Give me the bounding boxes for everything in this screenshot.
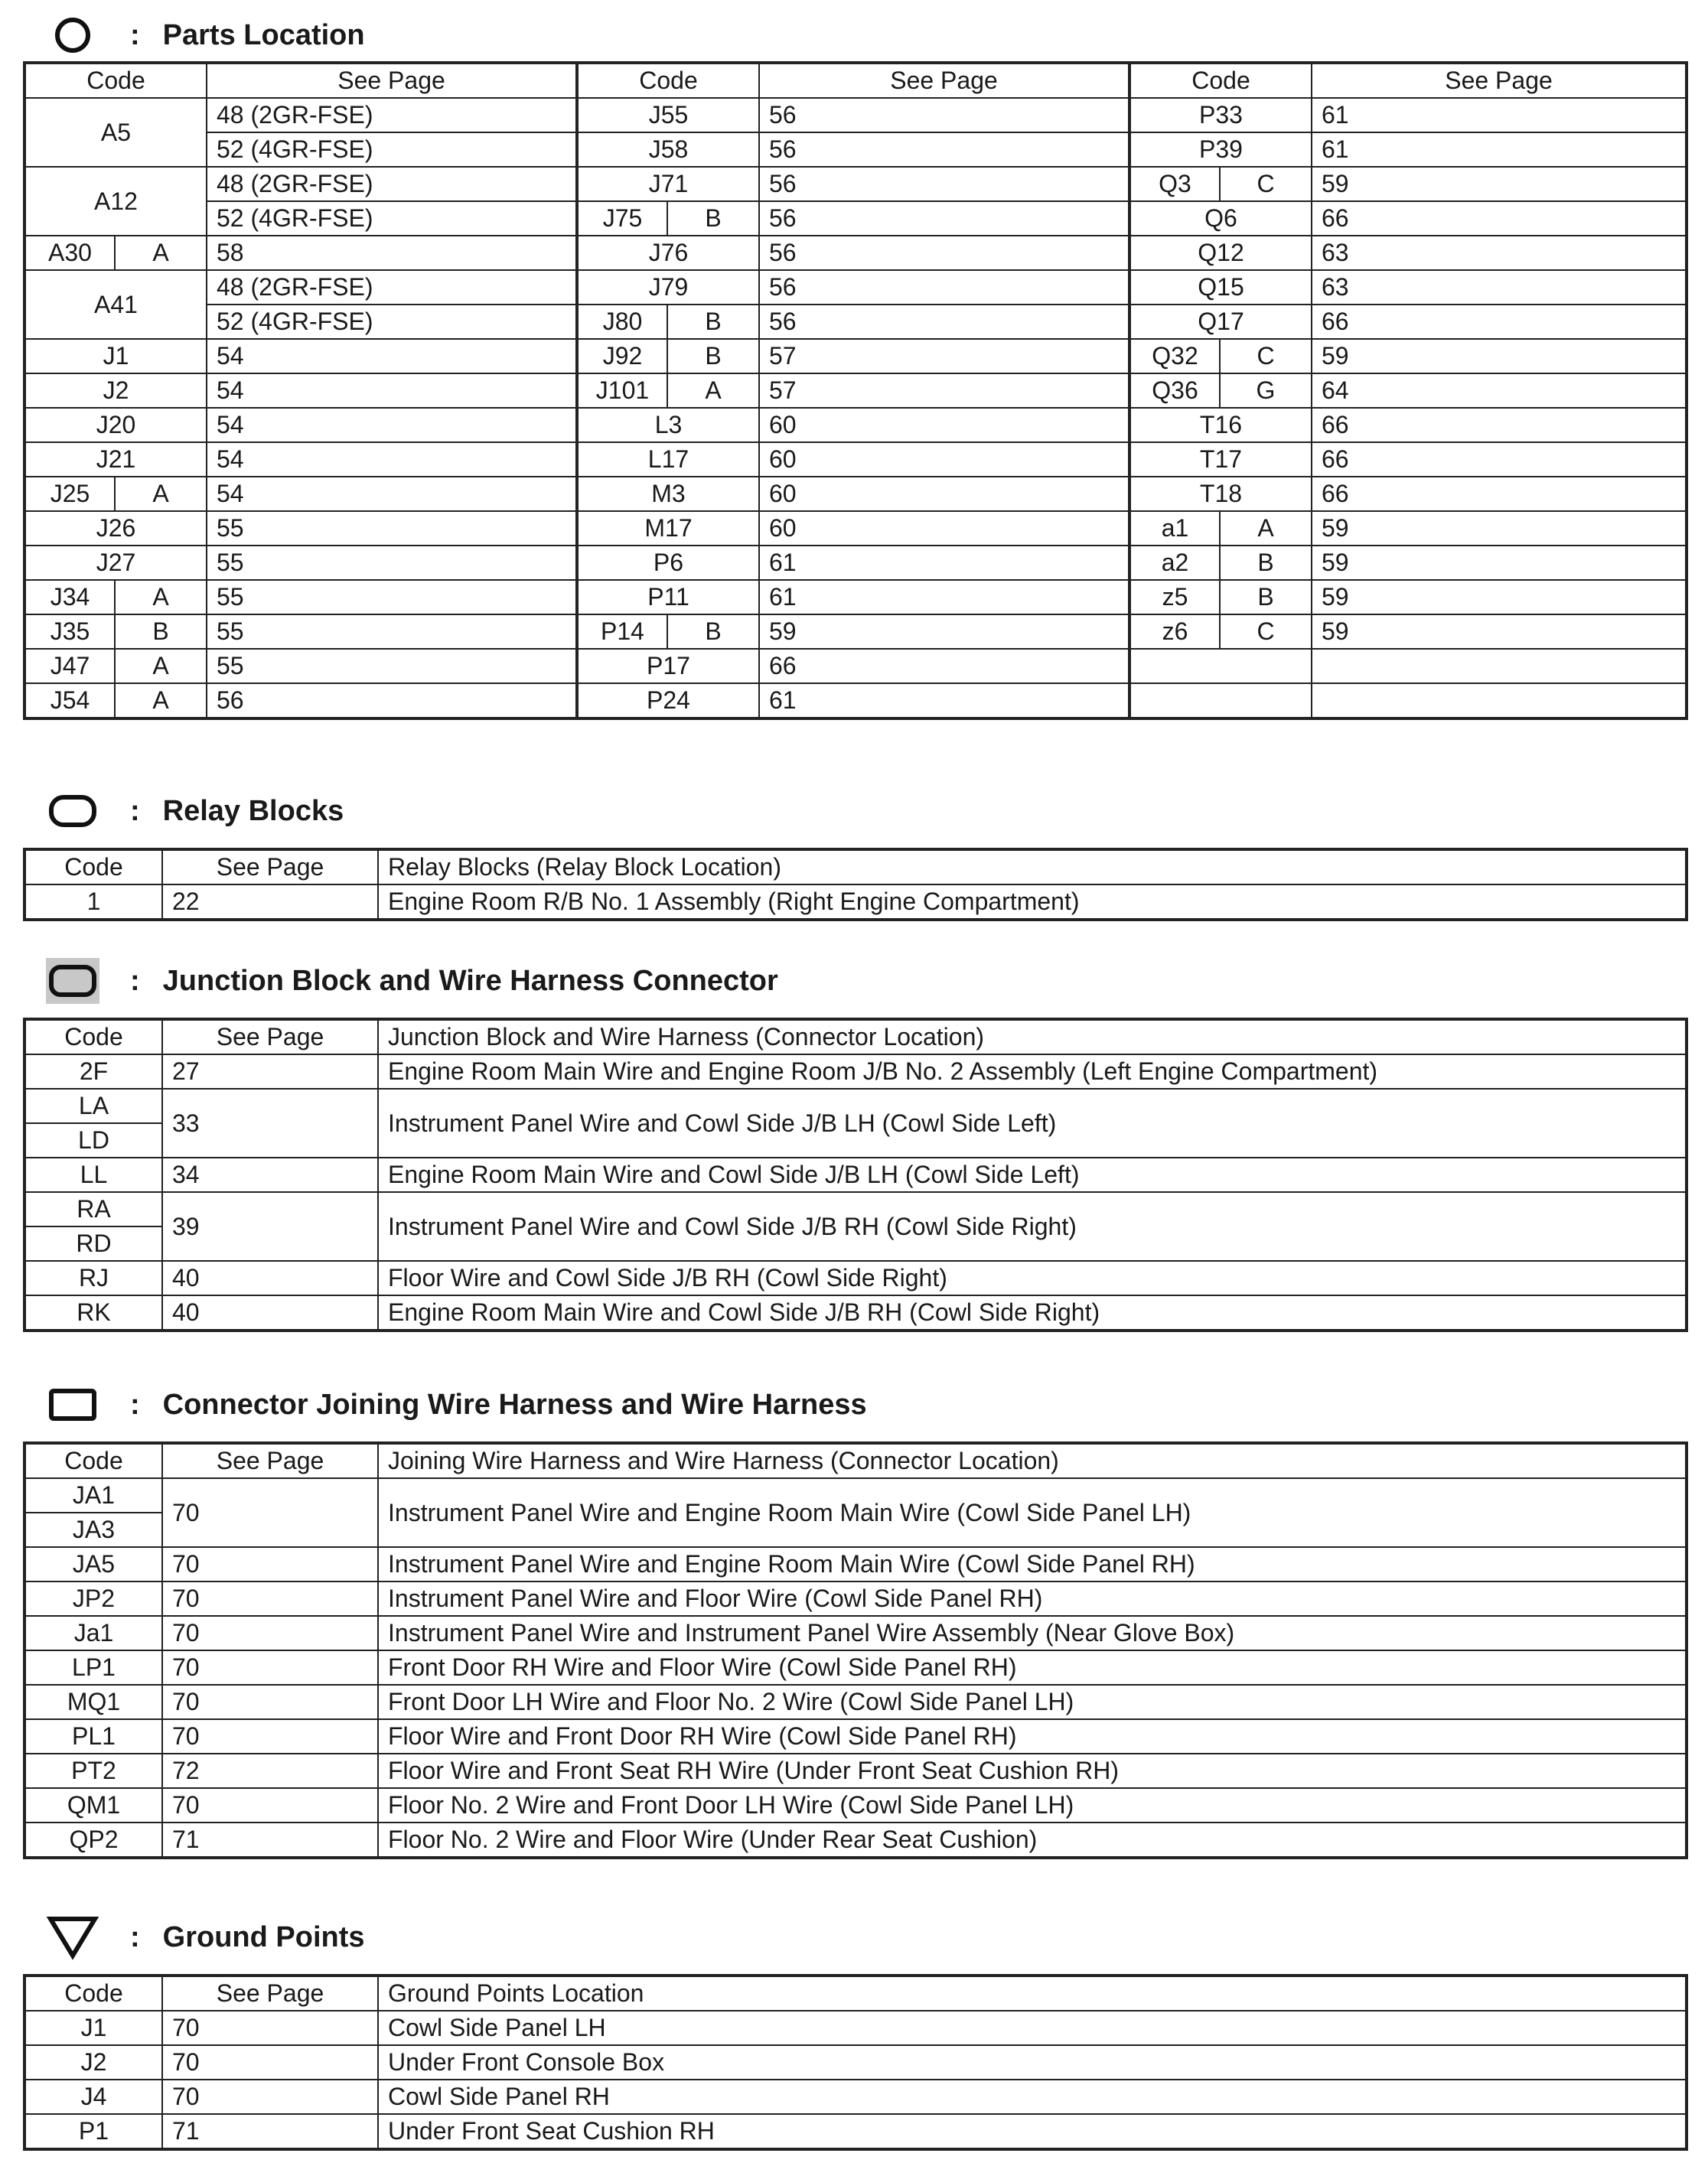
code-cell: Q6 xyxy=(1129,201,1312,236)
see-page-cell: 55 xyxy=(207,580,577,614)
table-row xyxy=(24,1719,1687,1754)
code-cell: J25 xyxy=(24,477,115,511)
code-suffix-cell: B xyxy=(667,339,759,373)
ground-points-table xyxy=(23,1974,1688,2151)
see-page-cell: 61 xyxy=(759,580,1129,614)
code-suffix-cell: A xyxy=(115,477,207,511)
see-page-cell: 59 xyxy=(1312,580,1687,614)
code-cell: J34 xyxy=(24,580,115,614)
table-row xyxy=(24,1295,1687,1331)
code-cell: A5 xyxy=(24,98,207,167)
table-row xyxy=(24,649,1687,683)
see-page-cell: 70 xyxy=(162,2080,378,2114)
see-page-cell: 56 xyxy=(759,201,1129,236)
see-page-cell: 60 xyxy=(759,511,1129,546)
code-suffix-cell: B xyxy=(667,305,759,339)
code-cell: Ja1 xyxy=(24,1616,162,1650)
see-page-cell: 57 xyxy=(759,339,1129,373)
location-cell: Cowl Side Panel LH xyxy=(378,2011,1687,2045)
see-page-cell: 56 xyxy=(759,98,1129,132)
column-header-location: Relay Blocks (Relay Block Location) xyxy=(378,849,1687,884)
see-page-cell: 56 xyxy=(759,236,1129,270)
code-cell: J26 xyxy=(24,511,207,546)
table-row xyxy=(24,236,1687,270)
colon: : xyxy=(130,794,140,827)
column-header-location: Joining Wire Harness and Wire Harness (Connector Location) xyxy=(378,1443,1687,1478)
code-suffix-cell: G xyxy=(1220,373,1312,408)
see-page-cell: 54 xyxy=(207,477,577,511)
code-cell: J21 xyxy=(24,442,207,477)
code-cell: T17 xyxy=(1129,442,1312,477)
section-title: Junction Block and Wire Harness Connector xyxy=(162,964,778,997)
see-page-cell: 70 xyxy=(162,1616,378,1650)
location-cell: Instrument Panel Wire and Cowl Side J/B RH (Cowl Side Right) xyxy=(378,1192,1687,1261)
see-page-cell: 70 xyxy=(162,1478,378,1547)
code-cell: A30 xyxy=(24,236,115,270)
table-row xyxy=(24,1547,1687,1582)
code-cell: LP1 xyxy=(24,1650,162,1685)
code-cell: T18 xyxy=(1129,477,1312,511)
location-cell: Instrument Panel Wire and Floor Wire (Cowl Side Panel RH) xyxy=(378,1582,1687,1616)
table-row xyxy=(24,546,1687,580)
code-cell: Q36 xyxy=(1129,373,1220,408)
code-suffix-cell: B xyxy=(667,614,759,649)
code-cell: 1 xyxy=(24,884,162,920)
table-row xyxy=(24,614,1687,649)
table-header-row xyxy=(24,63,1687,98)
code-cell: A41 xyxy=(24,270,207,339)
table-row xyxy=(24,2080,1687,2114)
rectangle-icon xyxy=(46,1382,99,1428)
code-cell: P33 xyxy=(1129,98,1312,132)
table-row xyxy=(24,98,1687,132)
code-cell: QP2 xyxy=(24,1823,162,1858)
junction-block-table xyxy=(23,1018,1688,1332)
see-page-cell: 59 xyxy=(1312,546,1687,580)
see-page-cell: 71 xyxy=(162,1823,378,1858)
code-cell: J20 xyxy=(24,408,207,442)
column-header-location: Junction Block and Wire Harness (Connector Location) xyxy=(378,1019,1687,1054)
see-page-cell: 61 xyxy=(1312,132,1687,167)
location-cell: Front Door LH Wire and Floor No. 2 Wire (Cowl Side Panel LH) xyxy=(378,1685,1687,1719)
see-page-cell: 40 xyxy=(162,1261,378,1295)
see-page-cell: 66 xyxy=(759,649,1129,683)
code-cell: J79 xyxy=(577,270,759,305)
location-cell: Floor Wire and Cowl Side J/B RH (Cowl Side Right) xyxy=(378,1261,1687,1295)
location-cell: Instrument Panel Wire and Cowl Side J/B LH (Cowl Side Left) xyxy=(378,1089,1687,1158)
table-row xyxy=(24,1823,1687,1858)
column-header-see-page: See Page xyxy=(759,63,1129,98)
column-header-code: Code xyxy=(24,1976,162,2011)
see-page-cell: 56 xyxy=(759,305,1129,339)
see-page-cell: 52 (4GR-FSE) xyxy=(207,132,577,167)
code-suffix-cell: B xyxy=(115,614,207,649)
see-page-cell: 70 xyxy=(162,1650,378,1685)
location-cell: Engine Room Main Wire and Cowl Side J/B LH (Cowl Side Left) xyxy=(378,1158,1687,1192)
code-cell: J92 xyxy=(577,339,667,373)
code-cell: JP2 xyxy=(24,1582,162,1616)
colon: : xyxy=(130,964,140,997)
code-cell: P17 xyxy=(577,649,759,683)
code-suffix-cell: A xyxy=(1220,511,1312,546)
see-page-cell: 54 xyxy=(207,408,577,442)
code-cell: J47 xyxy=(24,649,115,683)
code-cell: L3 xyxy=(577,408,759,442)
see-page-cell: 54 xyxy=(207,442,577,477)
location-cell: Instrument Panel Wire and Instrument Panel Wire Assembly (Near Glove Box) xyxy=(378,1616,1687,1650)
column-header-code: Code xyxy=(577,63,759,98)
section-title: Relay Blocks xyxy=(162,794,344,827)
location-cell: Under Front Console Box xyxy=(378,2045,1687,2080)
code-cell: z6 xyxy=(1129,614,1220,649)
location-cell: Engine Room R/B No. 1 Assembly (Right Engine Compartment) xyxy=(378,884,1687,920)
table-row xyxy=(24,167,1687,201)
see-page-cell: 70 xyxy=(162,1788,378,1823)
see-page-cell: 59 xyxy=(1312,339,1687,373)
see-page-cell: 54 xyxy=(207,373,577,408)
code-cell: P11 xyxy=(577,580,759,614)
see-page-cell: 70 xyxy=(162,1582,378,1616)
colon: : xyxy=(130,18,140,51)
see-page-cell: 60 xyxy=(759,408,1129,442)
ground-points-heading xyxy=(46,1914,365,1960)
table-header-row xyxy=(24,849,1687,884)
code-suffix-cell: A xyxy=(115,649,207,683)
see-page-cell: 40 xyxy=(162,1295,378,1331)
code-cell: J1 xyxy=(24,2011,162,2045)
see-page-cell: 55 xyxy=(207,511,577,546)
connector-joining-heading xyxy=(46,1382,867,1428)
see-page-cell: 61 xyxy=(1312,98,1687,132)
code-cell: J58 xyxy=(577,132,759,167)
see-page-cell: 57 xyxy=(759,373,1129,408)
see-page-cell: 61 xyxy=(759,683,1129,718)
table-row xyxy=(24,201,1687,236)
location-cell: Floor Wire and Front Seat RH Wire (Under Front Seat Cushion RH) xyxy=(378,1754,1687,1788)
code-cell: J101 xyxy=(577,373,667,408)
table-row xyxy=(24,1754,1687,1788)
see-page-cell: 59 xyxy=(759,614,1129,649)
code-cell: L17 xyxy=(577,442,759,477)
see-page-cell: 66 xyxy=(1312,442,1687,477)
see-page-cell: 55 xyxy=(207,614,577,649)
code-cell: J2 xyxy=(24,2045,162,2080)
see-page-cell: 70 xyxy=(162,1547,378,1582)
column-header-see-page: See Page xyxy=(1312,63,1687,98)
see-page-cell: 39 xyxy=(162,1192,378,1261)
column-header-code: Code xyxy=(24,849,162,884)
code-cell: J80 xyxy=(577,305,667,339)
code-suffix-cell: A xyxy=(115,683,207,718)
column-header-code: Code xyxy=(24,63,207,98)
code-cell: J2 xyxy=(24,373,207,408)
see-page-cell: 60 xyxy=(759,477,1129,511)
see-page-cell: 61 xyxy=(759,546,1129,580)
code-cell: J71 xyxy=(577,167,759,201)
code-cell: J1 xyxy=(24,339,207,373)
code-suffix-cell: A xyxy=(115,580,207,614)
see-page-cell: 70 xyxy=(162,1685,378,1719)
code-cell: J54 xyxy=(24,683,115,718)
see-page-cell: 63 xyxy=(1312,270,1687,305)
code-cell xyxy=(1129,649,1312,683)
table-row xyxy=(24,477,1687,511)
code-suffix-cell: B xyxy=(1220,546,1312,580)
see-page-cell: 48 (2GR-FSE) xyxy=(207,167,577,201)
code-suffix-cell: A xyxy=(667,373,759,408)
see-page-cell: 70 xyxy=(162,2011,378,2045)
parts-location-table xyxy=(23,61,1688,720)
connector-joining-table xyxy=(23,1441,1688,1859)
code-cell: z5 xyxy=(1129,580,1220,614)
code-cell: M17 xyxy=(577,511,759,546)
see-page-cell: 71 xyxy=(162,2114,378,2149)
location-cell: Under Front Seat Cushion RH xyxy=(378,2114,1687,2149)
location-cell: Engine Room Main Wire and Cowl Side J/B RH (Cowl Side Right) xyxy=(378,1295,1687,1331)
code-cell: P24 xyxy=(577,683,759,718)
see-page-cell: 72 xyxy=(162,1754,378,1788)
see-page-cell: 66 xyxy=(1312,305,1687,339)
code-cell: JA3 xyxy=(24,1513,162,1547)
code-cell: RK xyxy=(24,1295,162,1331)
table-row xyxy=(24,1582,1687,1616)
see-page-cell: 66 xyxy=(1312,408,1687,442)
colon: : xyxy=(130,1920,140,1953)
table-row xyxy=(24,884,1687,920)
circle-icon xyxy=(46,12,99,58)
relay-blocks-heading xyxy=(46,788,344,834)
see-page-cell: 52 (4GR-FSE) xyxy=(207,201,577,236)
location-cell: Instrument Panel Wire and Engine Room Main Wire (Cowl Side Panel LH) xyxy=(378,1478,1687,1547)
table-row xyxy=(24,1054,1687,1089)
table-row xyxy=(24,1261,1687,1295)
see-page-cell: 34 xyxy=(162,1158,378,1192)
code-cell: QM1 xyxy=(24,1788,162,1823)
code-suffix-cell: B xyxy=(667,201,759,236)
table-row xyxy=(24,1478,1687,1513)
relay-blocks-table xyxy=(23,848,1688,921)
code-cell xyxy=(1129,683,1312,718)
column-header-code: Code xyxy=(24,1019,162,1054)
table-row xyxy=(24,683,1687,718)
table-row xyxy=(24,511,1687,546)
see-page-cell: 55 xyxy=(207,649,577,683)
location-cell: Floor No. 2 Wire and Floor Wire (Under Rear Seat Cushion) xyxy=(378,1823,1687,1858)
section-title: Ground Points xyxy=(162,1920,365,1953)
table-header-row xyxy=(24,1019,1687,1054)
see-page-cell: 22 xyxy=(162,884,378,920)
code-cell: LL xyxy=(24,1158,162,1192)
code-cell: J55 xyxy=(577,98,759,132)
table-row xyxy=(24,1192,1687,1226)
see-page-cell: 59 xyxy=(1312,614,1687,649)
code-cell: RJ xyxy=(24,1261,162,1295)
column-header-see-page: See Page xyxy=(162,1443,378,1478)
see-page-cell: 27 xyxy=(162,1054,378,1089)
see-page-cell: 56 xyxy=(759,270,1129,305)
code-cell: PT2 xyxy=(24,1754,162,1788)
column-header-see-page: See Page xyxy=(162,1019,378,1054)
table-row xyxy=(24,442,1687,477)
code-cell: J75 xyxy=(577,201,667,236)
see-page-cell: 33 xyxy=(162,1089,378,1158)
code-suffix-cell: A xyxy=(115,236,207,270)
code-cell: J27 xyxy=(24,546,207,580)
table-row xyxy=(24,2045,1687,2080)
code-cell: Q12 xyxy=(1129,236,1312,270)
see-page-cell: 70 xyxy=(162,1719,378,1754)
code-cell: 2F xyxy=(24,1054,162,1089)
see-page-cell: 64 xyxy=(1312,373,1687,408)
table-row xyxy=(24,408,1687,442)
table-row xyxy=(24,339,1687,373)
code-cell: J4 xyxy=(24,2080,162,2114)
column-header-code: Code xyxy=(1129,63,1312,98)
code-cell: P1 xyxy=(24,2114,162,2149)
see-page-cell: 70 xyxy=(162,2045,378,2080)
shaded-rounded-rectangle-icon xyxy=(46,958,99,1004)
section-title: Parts Location xyxy=(162,18,365,51)
table-row xyxy=(24,1685,1687,1719)
rounded-rectangle-icon xyxy=(46,788,99,834)
code-suffix-cell: C xyxy=(1220,614,1312,649)
code-suffix-cell: C xyxy=(1220,167,1312,201)
code-cell: P39 xyxy=(1129,132,1312,167)
code-cell: J76 xyxy=(577,236,759,270)
column-header-see-page: See Page xyxy=(207,63,577,98)
code-cell: T16 xyxy=(1129,408,1312,442)
code-suffix-cell: B xyxy=(1220,580,1312,614)
code-cell: LD xyxy=(24,1123,162,1158)
table-row xyxy=(24,1616,1687,1650)
code-cell: JA1 xyxy=(24,1478,162,1513)
table-row xyxy=(24,2114,1687,2149)
table-row xyxy=(24,1158,1687,1192)
location-cell: Front Door RH Wire and Floor Wire (Cowl Side Panel RH) xyxy=(378,1650,1687,1685)
column-header-code: Code xyxy=(24,1443,162,1478)
location-cell: Floor Wire and Front Door RH Wire (Cowl Side Panel RH) xyxy=(378,1719,1687,1754)
see-page-cell: 56 xyxy=(207,683,577,718)
see-page-cell: 54 xyxy=(207,339,577,373)
location-cell: Engine Room Main Wire and Engine Room J/B No. 2 Assembly (Left Engine Compartment) xyxy=(378,1054,1687,1089)
table-row xyxy=(24,580,1687,614)
code-cell: Q3 xyxy=(1129,167,1220,201)
see-page-cell: 56 xyxy=(759,167,1129,201)
location-cell: Floor No. 2 Wire and Front Door LH Wire (Cowl Side Panel LH) xyxy=(378,1788,1687,1823)
see-page-cell: 48 (2GR-FSE) xyxy=(207,98,577,132)
table-header-row xyxy=(24,1976,1687,2011)
see-page-cell: 59 xyxy=(1312,511,1687,546)
location-cell: Instrument Panel Wire and Engine Room Main Wire (Cowl Side Panel RH) xyxy=(378,1547,1687,1582)
see-page-cell: 66 xyxy=(1312,477,1687,511)
code-cell: a1 xyxy=(1129,511,1220,546)
code-cell: A12 xyxy=(24,167,207,236)
code-cell: Q15 xyxy=(1129,270,1312,305)
see-page-cell: 58 xyxy=(207,236,577,270)
code-cell: RD xyxy=(24,1226,162,1261)
parts-location-heading xyxy=(46,12,365,58)
code-cell: Q32 xyxy=(1129,339,1220,373)
column-header-see-page: See Page xyxy=(162,1976,378,2011)
see-page-cell: 55 xyxy=(207,546,577,580)
column-header-location: Ground Points Location xyxy=(378,1976,1687,2011)
table-row xyxy=(24,2011,1687,2045)
junction-block-heading xyxy=(46,958,778,1004)
see-page-cell: 63 xyxy=(1312,236,1687,270)
code-cell: P14 xyxy=(577,614,667,649)
table-header-row xyxy=(24,1443,1687,1478)
code-cell: MQ1 xyxy=(24,1685,162,1719)
triangle-icon xyxy=(46,1914,99,1960)
table-row xyxy=(24,1650,1687,1685)
code-cell: PL1 xyxy=(24,1719,162,1754)
see-page-cell: 59 xyxy=(1312,167,1687,201)
see-page-cell xyxy=(1312,683,1687,718)
code-cell: a2 xyxy=(1129,546,1220,580)
see-page-cell: 48 (2GR-FSE) xyxy=(207,270,577,305)
code-cell: LA xyxy=(24,1089,162,1123)
see-page-cell xyxy=(1312,649,1687,683)
code-cell: J35 xyxy=(24,614,115,649)
column-header-see-page: See Page xyxy=(162,849,378,884)
location-cell: Cowl Side Panel RH xyxy=(378,2080,1687,2114)
code-suffix-cell: C xyxy=(1220,339,1312,373)
code-cell: Q17 xyxy=(1129,305,1312,339)
code-cell: JA5 xyxy=(24,1547,162,1582)
table-row xyxy=(24,305,1687,339)
table-row xyxy=(24,1788,1687,1823)
see-page-cell: 56 xyxy=(759,132,1129,167)
code-cell: P6 xyxy=(577,546,759,580)
table-row xyxy=(24,373,1687,408)
colon: : xyxy=(130,1388,140,1421)
table-row xyxy=(24,132,1687,167)
code-cell: RA xyxy=(24,1192,162,1226)
see-page-cell: 52 (4GR-FSE) xyxy=(207,305,577,339)
section-title: Connector Joining Wire Harness and Wire Harness xyxy=(162,1388,867,1421)
table-row xyxy=(24,1089,1687,1123)
see-page-cell: 66 xyxy=(1312,201,1687,236)
code-cell: M3 xyxy=(577,477,759,511)
table-row xyxy=(24,270,1687,305)
see-page-cell: 60 xyxy=(759,442,1129,477)
